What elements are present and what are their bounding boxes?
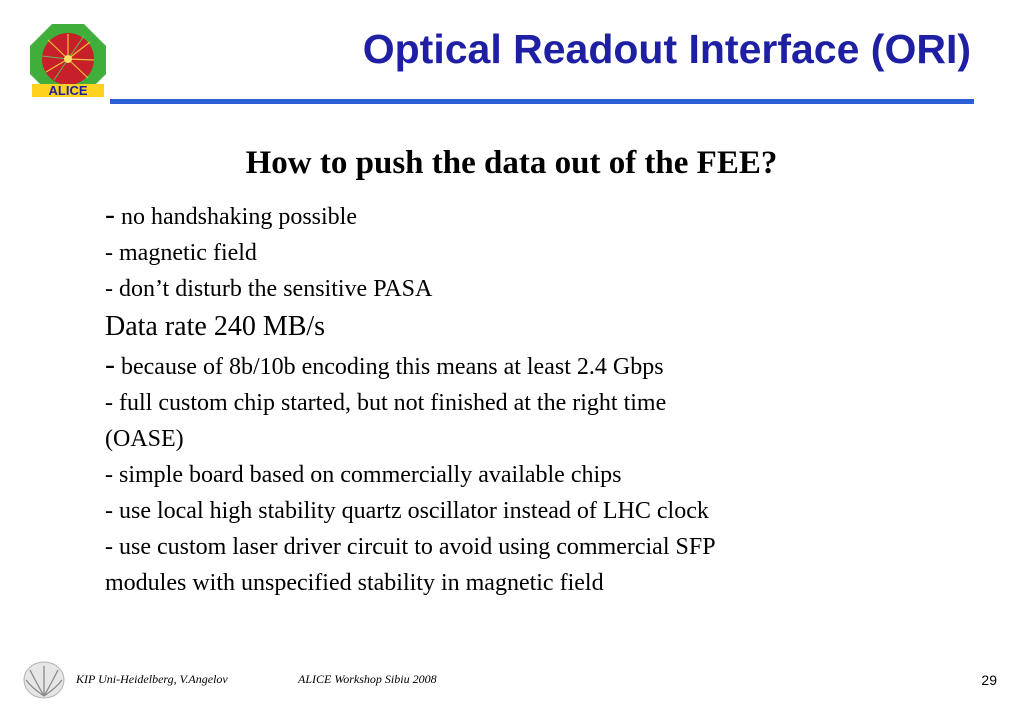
body-line: - full custom chip started, but not finished at the right time — [105, 390, 667, 416]
body-line: Data rate 240 MB/s — [105, 311, 326, 342]
slide-body — [105, 197, 935, 601]
footer-event: ALICE Workshop Sibiu 2008 — [298, 672, 437, 686]
body-line: - use local high stability quartz oscillator instead of LHC clock — [105, 498, 709, 524]
alice-logo — [28, 22, 108, 100]
footer-author: KIP Uni-Heidelberg, V.Angelov — [76, 672, 228, 686]
body-line: - no handshaking possible — [105, 198, 357, 231]
kip-logo-icon — [22, 660, 66, 700]
title-divider — [110, 99, 974, 104]
body-line: - because of 8b/10b encoding this means at least 2.4 Gbps — [105, 348, 664, 381]
logo-label: ALICE — [32, 84, 104, 97]
body-line: - simple board based on commercially available chips — [105, 462, 622, 488]
slide-title: Optical Readout Interface (ORI) — [362, 26, 971, 72]
body-line: - use custom laser driver circuit to avoid using commercial SFP — [105, 534, 716, 560]
body-line: - don’t disturb the sensitive PASA — [105, 276, 433, 302]
body-line: - magnetic field — [105, 240, 257, 266]
body-line: modules with unspecified stability in magnetic field — [105, 570, 604, 596]
page-number: 29 — [981, 672, 997, 688]
body-line: (OASE) — [105, 426, 184, 452]
slide-subheading: How to push the data out of the FEE? — [245, 145, 778, 181]
